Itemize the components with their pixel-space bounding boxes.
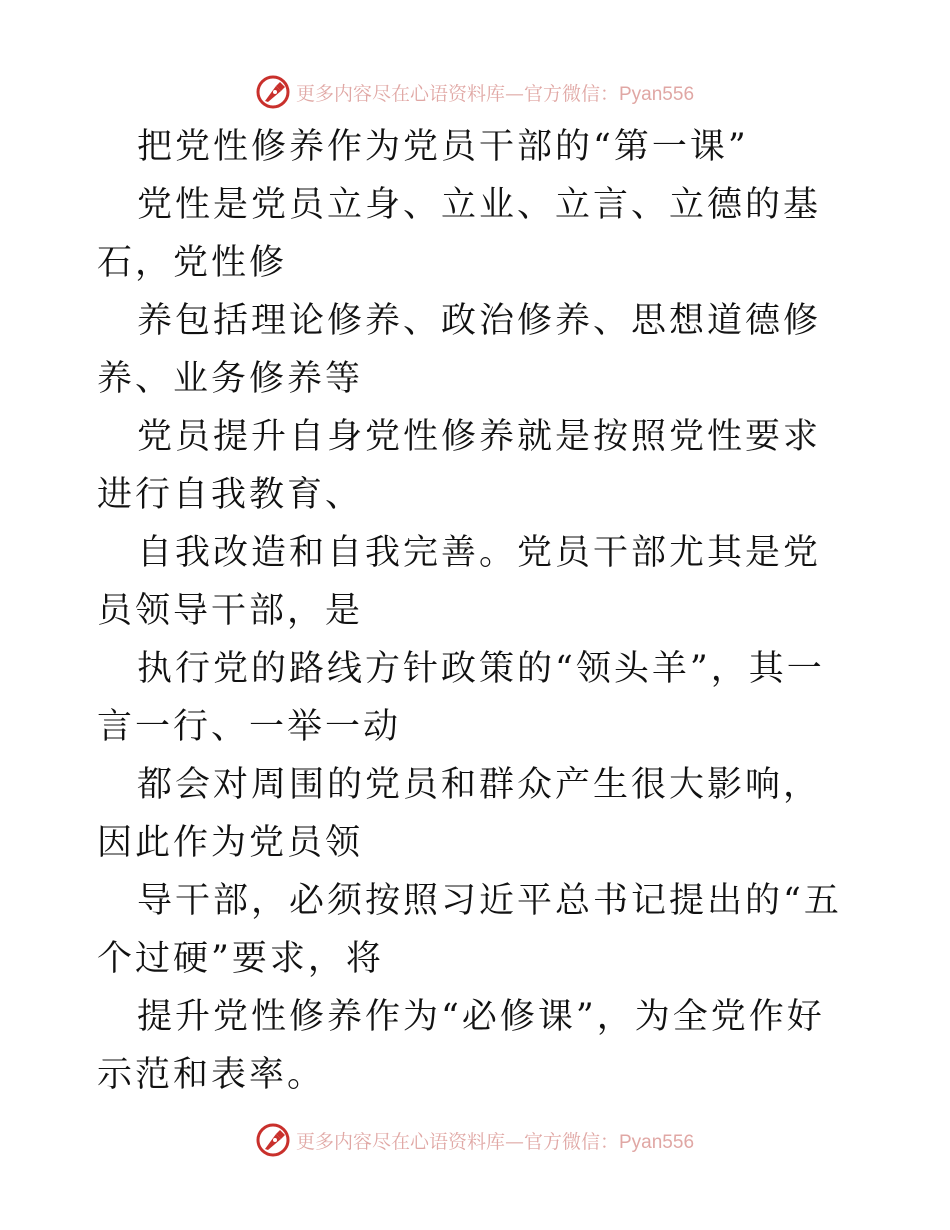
watermark-account: Pyan556 <box>619 83 695 105</box>
paragraph-7: 都会对周围的党员和群众产生很大影响，因此作为党员领 <box>97 765 822 863</box>
paragraph-1: 把党性修养作为党员干部的“第一课” <box>137 127 749 167</box>
paragraph-4: 党员提升自身党性修养就是按照党性要求进行自我教育、 <box>97 417 822 515</box>
paragraph-5: 自我改造和自我完善。党员干部尤其是党员领导干部，是 <box>97 533 822 631</box>
pen-nib-logo-icon <box>256 75 290 109</box>
watermark-account: Pyan556 <box>619 1131 695 1153</box>
paragraph-6: 执行党的路线方针政策的“领头羊”，其一言一行、一举一动 <box>97 649 825 747</box>
watermark-text: 更多内容尽在心语资料库 <box>295 1130 505 1153</box>
paragraph-2: 党性是党员立身、立业、立言、立德的基石，党性修 <box>97 185 822 283</box>
paragraph-9: 提升党性修养作为“必修课”，为全党作好示范和表率。 <box>97 997 825 1095</box>
document-body <box>97 118 857 1104</box>
watermark-suffix: 官方微信： <box>523 82 619 105</box>
watermark-suffix: 官方微信： <box>523 1130 619 1153</box>
paragraph-3: 养包括理论修养、政治修养、思想道德修养、业务修养等 <box>97 301 822 399</box>
paragraph-8: 导干部，必须按照习近平总书记提出的“五个过硬”要求，将 <box>97 881 842 979</box>
watermark-text: 更多内容尽在心语资料库 <box>295 82 505 105</box>
watermark-dash: — <box>504 82 524 105</box>
pen-nib-logo-icon <box>256 1123 290 1157</box>
header-watermark <box>0 72 950 112</box>
watermark-dash: — <box>504 1130 524 1153</box>
footer-watermark <box>0 1120 950 1160</box>
